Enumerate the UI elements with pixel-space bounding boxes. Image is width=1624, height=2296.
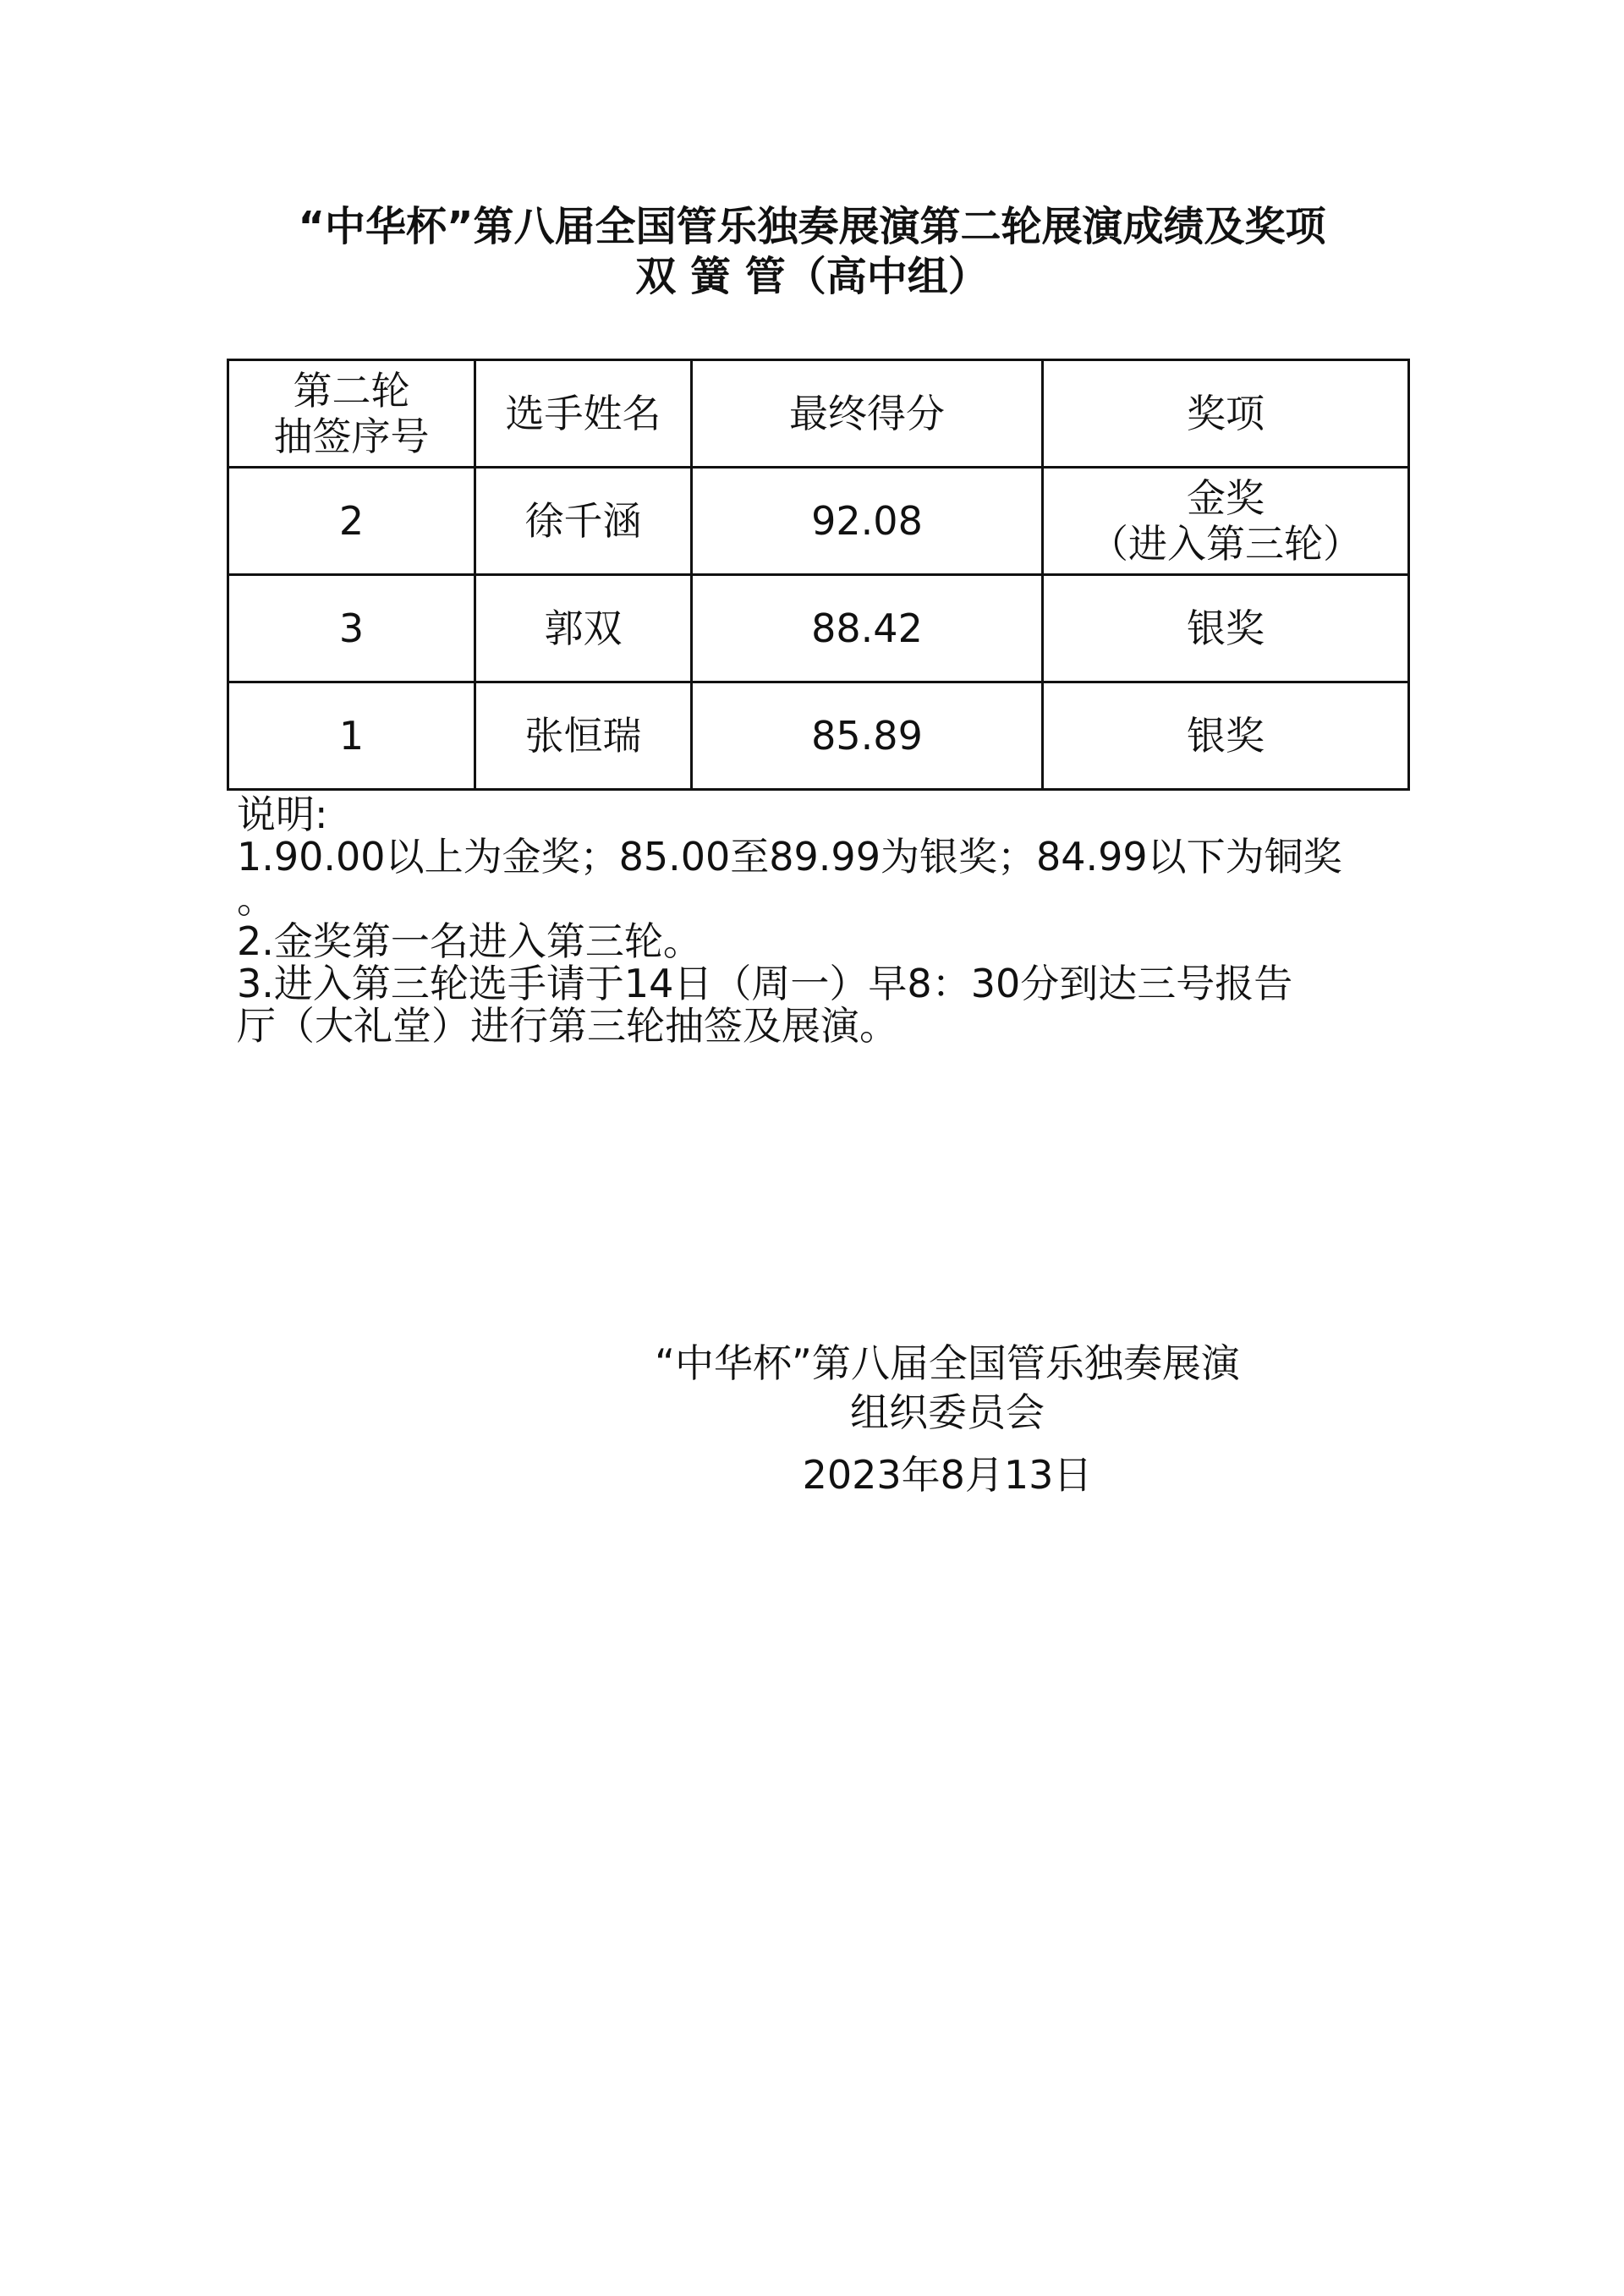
cell-award: 银奖 [1043, 575, 1409, 682]
cell-draw-number: 1 [228, 682, 475, 790]
document-title: “中华杯”第八届全国管乐独奏展演第二轮展演成绩及奖项 [298, 203, 1326, 250]
notes-heading: 说明: [237, 792, 328, 837]
award-label: 金奖 [1187, 475, 1265, 521]
table-row [228, 575, 1409, 682]
notes-section [237, 793, 1404, 1047]
cell-name: 张恒瑞 [475, 682, 692, 790]
note-item-1: 1.90.00以上为金奖；85.00至89.99为银奖；84.99以下为铜奖 [237, 834, 1342, 879]
signature-committee: 组织委员会 [850, 1389, 1045, 1435]
note-item-1-continuation: 。 [237, 876, 276, 922]
note-item-2: 2.金奖第一名进入第三轮。 [237, 918, 702, 964]
note-item-3: 3.进入第三轮选手请于14日（周一）早8：30分到达三号报告 [237, 961, 1293, 1006]
results-table [227, 359, 1410, 791]
document-subtitle: 双 簧 管（高中组） [635, 253, 989, 300]
cell-score: 88.42 [692, 575, 1043, 682]
cell-award: 银奖 [1043, 682, 1409, 790]
cell-score: 92.08 [692, 468, 1043, 575]
cell-name: 徐千涵 [475, 468, 692, 575]
table-row [228, 682, 1409, 790]
header-draw-number-line2: 抽签序号 [273, 414, 430, 459]
cell-award [1043, 468, 1409, 575]
signature-organization: “中华杯”第八届全国管乐独奏展演 [655, 1340, 1240, 1386]
header-draw-number [228, 360, 475, 468]
cell-draw-number: 2 [228, 468, 475, 575]
signature-date: 2023年8月13日 [802, 1452, 1093, 1498]
cell-name: 郭双 [475, 575, 692, 682]
cell-draw-number: 3 [228, 575, 475, 682]
header-draw-number-line1: 第二轮 [293, 368, 410, 414]
award-note: （进入第三轮） [1089, 521, 1362, 567]
table-row [228, 468, 1409, 575]
header-award: 奖项 [1043, 360, 1409, 468]
header-name: 选手姓名 [475, 360, 692, 468]
cell-score: 85.89 [692, 682, 1043, 790]
note-item-3-continuation: 厅（大礼堂）进行第三轮抽签及展演。 [237, 1003, 898, 1049]
table-header-row [228, 360, 1409, 468]
header-score: 最终得分 [692, 360, 1043, 468]
